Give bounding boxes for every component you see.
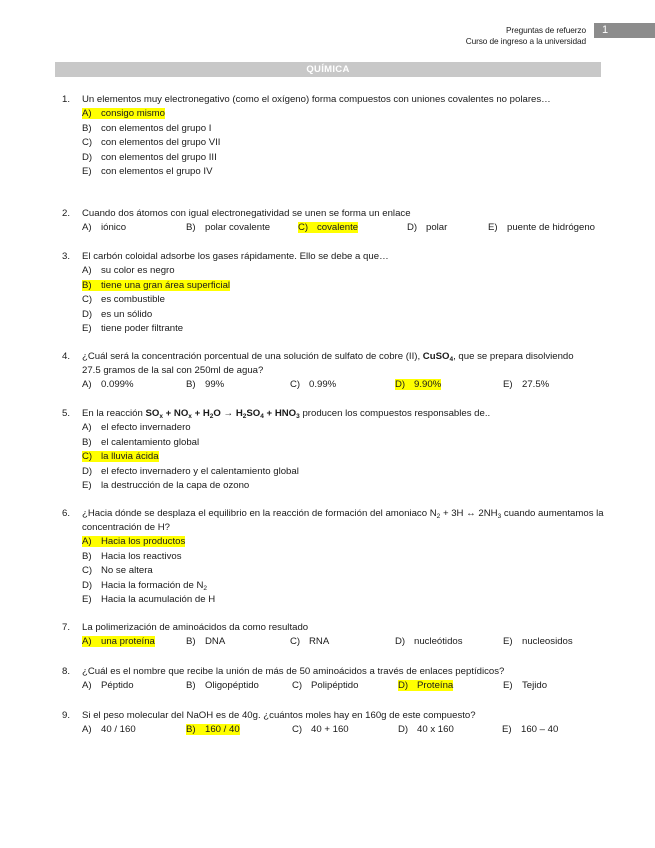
page-number: 1 (594, 23, 655, 38)
option-d[interactable]: D) con elementos del grupo III (82, 151, 217, 163)
question-number: 2. (62, 208, 71, 219)
option-d[interactable]: D) Proteína (398, 680, 454, 691)
option-e[interactable]: E) Tejido (503, 680, 548, 691)
option-a[interactable]: A) 0.099% (82, 379, 134, 390)
question-number: 9. (62, 710, 71, 721)
question-text: La polimerización de aminoácidos da como resultado (82, 622, 309, 633)
question-7 (62, 621, 607, 650)
option-c[interactable]: C) 40 + 160 (292, 724, 349, 735)
question-9 (62, 709, 607, 738)
question-text: Si el peso molecular del NaOH es de 40g. ¿cuántos moles hay en 160g de este compuesto? (82, 710, 476, 721)
page-header (466, 25, 586, 46)
question-number: 3. (62, 251, 71, 262)
question-8 (62, 665, 607, 694)
option-d[interactable]: D) 40 x 160 (398, 724, 454, 735)
option-e[interactable]: E) puente de hidrógeno (488, 222, 596, 233)
option-b[interactable]: B) el calentamiento global (82, 436, 200, 448)
question-number: 8. (62, 666, 71, 677)
question-text: Cuando dos átomos con igual electronegatividad se unen se forma un enlace (82, 208, 411, 219)
option-d[interactable]: D) el efecto invernadero y el calentamiento global (82, 465, 299, 477)
option-b[interactable]: B) 99% (186, 379, 225, 390)
question-text: El carbón coloidal adsorbe los gases rápidamente. Ello se debe a que… (82, 251, 389, 262)
option-c[interactable]: C) 0.99% (290, 379, 337, 390)
option-a[interactable]: A) una proteína (82, 636, 155, 647)
header-line-2: Curso de ingreso a la universidad (465, 35, 586, 46)
option-e[interactable]: E) con elementos el grupo IV (82, 166, 213, 177)
option-e[interactable]: E) 160 – 40 (502, 724, 559, 735)
question-number: 6. (62, 508, 71, 519)
option-c[interactable]: C) la lluvia ácida (82, 451, 159, 462)
question-number: 1. (62, 94, 71, 105)
option-d[interactable]: D) es un sólido (82, 308, 153, 320)
option-c[interactable]: C) covalente (298, 222, 359, 233)
question-text: ¿Cuál será la concentración porcentual de una solución de sulfato de cobre (II), CuSO$_4$, que se prepara disolviendo 27.5 gramos de la sal con 250ml de agua? (82, 351, 574, 376)
option-e[interactable]: E) tiene poder filtrante (82, 323, 184, 334)
option-c[interactable]: C) RNA (290, 636, 330, 647)
option-b[interactable]: B) Hacia los reactivos (82, 550, 182, 562)
question-number: 5. (62, 408, 71, 419)
option-c[interactable]: C) Polipéptido (292, 680, 359, 691)
option-a[interactable]: A) su color es negro (82, 265, 175, 276)
question-number: 4. (62, 351, 71, 362)
question-2 (62, 207, 607, 236)
question-4 (62, 350, 607, 393)
option-a[interactable]: A) Hacia los productos (82, 536, 186, 547)
question-text: ¿Hacia dónde se desplaza el equilibrio en la reacción de formación del amoniaco $N_2 + 3H$ ↔ $2NH_3$ cuando aumentamos la concentración de H? (82, 508, 604, 533)
question-1 (62, 93, 607, 180)
question-3 (62, 250, 607, 337)
option-d[interactable]: D) Hacia la formación de $N_2$ (82, 579, 208, 592)
question-number: 7. (62, 622, 71, 633)
option-a[interactable]: A) 40 / 160 (82, 724, 136, 735)
option-b[interactable]: B) tiene una gran área superficial (82, 279, 231, 291)
question-text: Un elementos muy electronegativo (como el oxígeno) forma compuestos con uniones covalentes no polares… (82, 94, 551, 105)
option-b[interactable]: B) DNA (186, 636, 226, 647)
option-a[interactable]: A) iónico (82, 222, 127, 233)
option-c[interactable]: C) es combustible (82, 294, 165, 305)
option-b[interactable]: B) Oligopéptido (186, 680, 259, 691)
question-5 (62, 407, 607, 494)
question-text: ¿Cuál es el nombre que recibe la unión de más de 50 aminoácidos a través de enlaces peptídicos? (82, 666, 505, 677)
option-c[interactable]: C) No se altera (82, 565, 153, 576)
option-b[interactable]: B) polar covalente (186, 222, 271, 233)
option-a[interactable]: A) Péptido (82, 680, 134, 691)
option-b[interactable]: B) 160 / 40 (186, 724, 240, 735)
question-text: En la reacción $SO_x + NO_x + H_2O \to H_2SO_4 + HNO_3$ producen los compuestos responsables de.. (82, 408, 491, 420)
option-d[interactable]: D) polar (407, 222, 448, 233)
option-a[interactable]: A) consigo mismo (82, 108, 165, 119)
option-a[interactable]: A) el efecto invernadero (82, 422, 191, 433)
option-d[interactable]: D) 9.90% (395, 379, 442, 390)
section-title: QUÍMICA (55, 62, 601, 77)
question-6 (62, 507, 607, 608)
header-line-1: Preguntas de refuerzo (506, 25, 586, 35)
option-e[interactable]: E) Hacia la acumulación de H (82, 594, 216, 605)
option-b[interactable]: B) con elementos del grupo I (82, 122, 212, 134)
option-e[interactable]: E) nucleosidos (503, 636, 573, 647)
option-e[interactable]: E) la destrucción de la capa de ozono (82, 480, 250, 491)
option-e[interactable]: E) 27.5% (503, 379, 550, 390)
option-c[interactable]: C) con elementos del grupo VII (82, 137, 221, 148)
option-d[interactable]: D) nucleótidos (395, 636, 463, 647)
